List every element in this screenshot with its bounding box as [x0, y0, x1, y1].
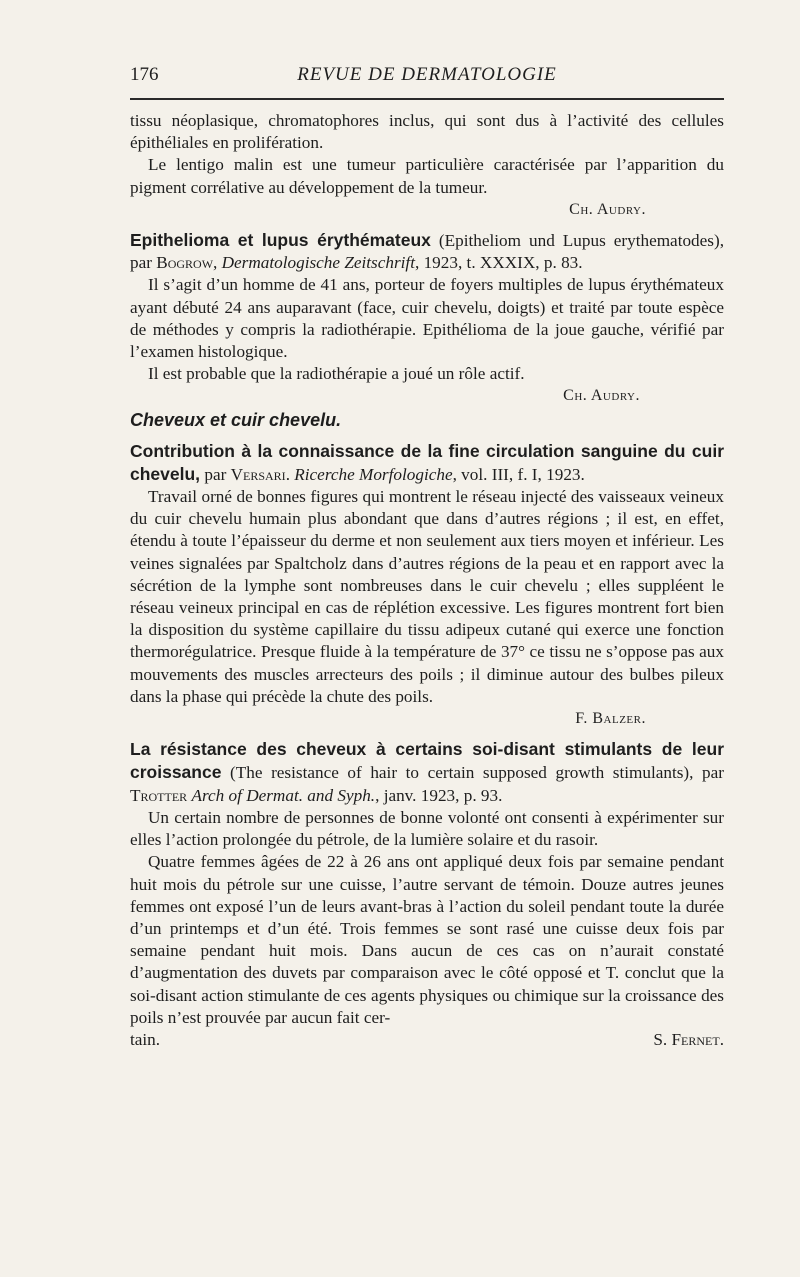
- section-heading: Cheveux et cuir chevelu.: [130, 409, 342, 430]
- article-circulation: [130, 440, 724, 731]
- citation-separator: .: [285, 464, 295, 484]
- signature-text: Ch. Audry.: [563, 387, 640, 405]
- signature-text: Ch. Audry.: [569, 200, 646, 218]
- closing-word: tain.: [130, 1029, 161, 1049]
- paragraph: Travail orné de bonnes figures qui montrent le réseau injecté des vaisseaux veineux du cuir chevelu humain plus abondant que dans d’autres régions ; il est, en effet, étendu à toute l’épaisseur du derme et non seulement aux tiers moyen et inférieur. Les veines signalées par Spaltcholz dans d’autres régions de la peau et en rapport avec la sécrétion de la lymphe sont nombreuses dans le cuir chevelu ; elles suppléent le réseau veineux principal en cas de réplétion excessive. Les figures montrent fort bien la disposition du système capillaire du tissu adipeux cutané qui exerce une fonction thermorégulatrice. Presque fluide à la température de 37° ce tissu ne s’oppose pas aux mouvements des muscles arrecteurs des poils ; il diminue autour des bulbes pileux dans la phase qui précède la chute des poils.: [130, 487, 724, 706]
- citation-text: par: [200, 464, 231, 484]
- article-title: Epithelioma et lupus érythémateux: [130, 230, 431, 251]
- citation-reference: , vol. III, f. I, 1923.: [452, 464, 585, 484]
- signature-text: S. Fernet.: [653, 1029, 724, 1049]
- citation-separator: ,: [213, 253, 222, 273]
- header-rule: [130, 98, 724, 100]
- page-number: 176: [130, 64, 159, 85]
- running-title: REVUE DE DERMATOLOGIE: [297, 64, 557, 85]
- paragraph: Le lentigo malin est une tumeur particulière caractérisée par l’apparition du pigment corrélative au développement de la tumeur.: [130, 155, 724, 197]
- citation-author: Bogrow: [156, 253, 214, 273]
- signature: [130, 708, 724, 730]
- citation-journal: Arch of Dermat. and Syph.: [191, 785, 376, 805]
- article-resistance: [130, 738, 724, 1051]
- signature-text: F. Balzer.: [575, 710, 646, 728]
- article-title: La résistance des cheveux à certains soi-disant stimulants de leur croissance: [130, 739, 724, 783]
- citation-reference: , 1923, t. XXXIX, p. 83.: [414, 253, 583, 273]
- citation-text: (Epitheliom und Lupus erythematodes), par: [130, 231, 724, 273]
- citation-author: Versari: [230, 464, 286, 484]
- closing-line: [130, 1029, 724, 1051]
- article-citation: [130, 440, 724, 486]
- page-header: [130, 60, 724, 90]
- article-citation: [130, 229, 724, 274]
- article-title: Contribution à la connaissance de la fine circulation sanguine du cuir chevelu,: [130, 440, 724, 484]
- paragraph: Il s’agit d’un homme de 41 ans, porteur de foyers multiples de lupus érythémateux ayant débuté 24 ans auparavant (face, cuir chevelu, doigts) et traité par toute espèce de méthodes y compris la radiothérapie. Epithélioma de la joue gauche, vérifié par l’examen histologique.: [130, 275, 724, 362]
- article-epithelioma: [130, 229, 724, 408]
- citation-journal: Dermatologische Zeitschrift: [221, 253, 415, 273]
- paragraph: Quatre femmes âgées de 22 à 26 ans ont appliqué deux fois par semaine pendant huit mois du pétrole sur une cuisse, l’autre servant de témoin. Douze autres jeunes femmes ont exposé l’un de leurs avant-bras à l’action du soleil pendant toute la durée d’un printemps et d’un été. Trois femmes se sont rasé une cuisse deux fois par semaine pendant huit mois. Dans aucun de ces cas on n’aurait constaté d’augmentation des duvets par comparaison avec le côté opposé et T. conclut que la soi-disant action stimulante de ces agents physiques ou chimique sur la croissance des poils n’est prouvée par aucun fait cer-: [130, 852, 724, 1027]
- article-citation: [130, 738, 724, 807]
- paragraph: Un certain nombre de personnes de bonne volonté ont consenti à expérimenter sur elles l’action prolongée du pétrole, de la lumière solaire et du rasoir.: [130, 807, 724, 850]
- citation-journal: Ricerche Morfologiche: [294, 464, 453, 484]
- page-content: [130, 60, 724, 1051]
- citation-text: (The resistance of hair to certain supposed growth stimulants), par: [221, 763, 724, 783]
- paragraph: Il est probable que la radiothérapie a joué un rôle actif.: [148, 364, 525, 384]
- citation-reference: , janv. 1923, p. 93.: [375, 785, 503, 805]
- citation-author: Trotter: [130, 785, 188, 805]
- signature: [130, 385, 724, 407]
- paragraph: tissu néoplasique, chromatophores inclus, qui sont dus à l’activité des cellules épithéliales en prolifération.: [130, 111, 724, 153]
- signature: [130, 199, 724, 221]
